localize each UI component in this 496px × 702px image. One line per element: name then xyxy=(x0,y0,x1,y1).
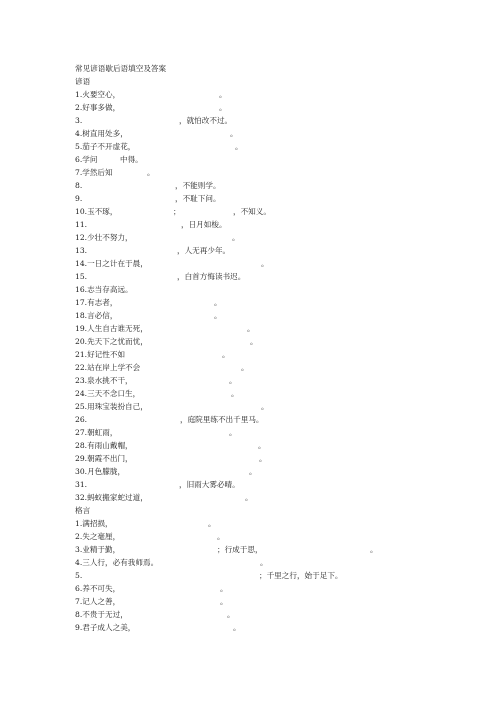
item-prompt-text: 28.有雨山戴帽， xyxy=(75,441,133,450)
item-continuation-text: 。 xyxy=(259,454,267,463)
fill-blank-item xyxy=(75,335,485,348)
item-continuation-text: ，白首方悔读书迟。 xyxy=(177,272,246,281)
item-prompt-text: 10.玉不琢， xyxy=(75,207,118,216)
fill-blank-item xyxy=(75,270,485,283)
item-prompt-text: 17.有志者， xyxy=(75,298,118,307)
item-prompt-text: 7.学然后知 xyxy=(75,168,113,177)
fill-blank-item xyxy=(75,114,485,127)
fill-blank-item xyxy=(75,205,485,218)
item-continuation-text: 。 xyxy=(258,441,266,450)
item-prompt-text: 9.君子成人之美， xyxy=(75,623,136,632)
item-continuation-text: 。 xyxy=(233,623,241,632)
item-prompt-text: 20.先天下之忧而忧， xyxy=(75,337,148,346)
item-prompt-text: 16.志当存高远。 xyxy=(75,285,133,294)
fill-blank-item xyxy=(75,244,485,257)
item-continuation-text: 。 xyxy=(147,168,155,177)
item-continuation-text: 。 xyxy=(219,103,227,112)
document-body xyxy=(75,75,485,634)
item-prompt-text: 15. xyxy=(75,272,88,281)
item-continuation-text: 。 xyxy=(214,298,222,307)
item-continuation-text: 。 xyxy=(260,558,268,567)
item-prompt-text: 31. xyxy=(75,480,88,489)
fill-blank-item xyxy=(75,608,485,621)
item-prompt-text: 3.业精于勤， xyxy=(75,545,121,554)
fill-blank-item xyxy=(75,543,485,556)
item-continuation-text: ，人无再少年。 xyxy=(177,246,231,255)
item-continuation-text: 。 xyxy=(249,467,257,476)
fill-blank-item xyxy=(75,361,485,374)
item-prompt-text: 1.满招损， xyxy=(75,519,113,528)
item-continuation-text: ，庭院里练不出千里马。 xyxy=(180,415,264,424)
fill-blank-item xyxy=(75,192,485,205)
item-continuation-text: 。 xyxy=(229,428,237,437)
fill-blank-item xyxy=(75,140,485,153)
item-continuation-text: 。 xyxy=(261,259,269,268)
fill-blank-item xyxy=(75,478,485,491)
item-continuation-text: 。 xyxy=(261,402,269,411)
item-continuation-text: 。 xyxy=(230,129,238,138)
item-continuation-text: 。 xyxy=(232,233,240,242)
item-prompt-text: 25.用珠宝装扮自己， xyxy=(75,402,148,411)
item-prompt-text: 19.人生自古谁无死， xyxy=(75,324,148,333)
fill-blank-item xyxy=(75,218,485,231)
item-prompt-text: 1.火要空心， xyxy=(75,90,121,99)
item-continuation-text: 。 xyxy=(229,376,237,385)
fill-blank-item xyxy=(75,179,485,192)
fill-blank-item xyxy=(75,166,485,179)
fill-blank-item xyxy=(75,101,485,114)
fill-blank-item xyxy=(75,621,485,634)
item-prompt-text: 24.三天不念口生， xyxy=(75,389,141,398)
item-continuation-text: 。 xyxy=(250,337,258,346)
fill-blank-item xyxy=(75,582,485,595)
fill-blank-item xyxy=(75,296,485,309)
item-prompt-text: 26. xyxy=(75,415,88,424)
item-continuation-text: ，就怕改不过。 xyxy=(179,116,233,125)
item-prompt-text: 6.养不可失， xyxy=(75,584,121,593)
fill-blank-item xyxy=(75,556,485,569)
item-continuation-text: 。 xyxy=(217,532,225,541)
fill-blank-item xyxy=(75,257,485,270)
item-prompt-text: 13. xyxy=(75,246,88,255)
fill-blank-item xyxy=(75,491,485,504)
item-continuation-text: ；行成于思， xyxy=(217,545,263,554)
section-heading: 谚语 xyxy=(75,77,91,86)
fill-blank-item xyxy=(75,374,485,387)
item-prompt-text: 2.失之毫厘， xyxy=(75,532,121,541)
fill-blank-item xyxy=(75,309,485,322)
document-page xyxy=(75,62,485,634)
fill-blank-item xyxy=(75,439,485,452)
fill-blank-item xyxy=(75,153,485,166)
fill-blank-item xyxy=(75,465,485,478)
item-continuation-text: 。 xyxy=(214,311,222,320)
item-continuation-text: ；千里之行，始于足下。 xyxy=(259,571,343,580)
item-continuation-text: 。 xyxy=(235,142,243,151)
item-continuation-text: 。 xyxy=(227,610,235,619)
item-prompt-text: 32.蚂蚁搬家蛇过道， xyxy=(75,493,148,502)
item-continuation-text: 。 xyxy=(241,363,249,372)
item-prompt-text: 18.言必信， xyxy=(75,311,118,320)
item-continuation-text: 。 xyxy=(220,597,228,606)
item-prompt-text: 2.好事多做， xyxy=(75,103,121,112)
item-prompt-text: 3. xyxy=(75,116,83,125)
fill-blank-item xyxy=(75,569,485,582)
item-prompt-text: 7.记人之善， xyxy=(75,597,121,606)
item-prompt-text: 12.少壮不努力， xyxy=(75,233,133,242)
fill-blank-item xyxy=(75,426,485,439)
item-continuation-text: 中得。 xyxy=(120,155,143,164)
fill-blank-item xyxy=(75,595,485,608)
item-prompt-text: 11. xyxy=(75,220,88,229)
document-title: 常见谚语歇后语填空及答案 xyxy=(75,64,167,73)
item-continuation-text: 。 xyxy=(245,493,253,502)
item-prompt-text: 22.站在岸上学不会 xyxy=(75,363,141,372)
item-continuation-text: 。 xyxy=(220,584,228,593)
item-prompt-text: 4.树直用处多， xyxy=(75,129,128,138)
fill-blank-item xyxy=(75,348,485,361)
item-prompt-text: 6.学问 xyxy=(75,155,98,164)
item-prompt-text: 21.好记性不如 xyxy=(75,350,126,359)
item-continuation-text: ，不知义。 xyxy=(233,207,271,216)
item-prompt-text: 5.茄子不开虚花， xyxy=(75,142,136,151)
item-continuation-text: 。 xyxy=(208,519,216,528)
item-continuation-text: 。 xyxy=(219,90,227,99)
fill-blank-item xyxy=(75,387,485,400)
item-continuation-text: 。 xyxy=(222,350,230,359)
item-prompt-text: 4.三人行，必有我师焉。 xyxy=(75,558,159,567)
item-continuation-text: ，不耻下问。 xyxy=(175,194,221,203)
item-continuation-text: ，日月如梭。 xyxy=(181,220,227,229)
item-continuation-text: ，不能则学。 xyxy=(175,181,221,190)
fill-blank-item xyxy=(75,517,485,530)
item-prompt-text: 27.朝虹雨， xyxy=(75,428,118,437)
item-continuation-text: 。 xyxy=(247,324,255,333)
item-continuation-text: 。 xyxy=(370,545,378,554)
fill-blank-item xyxy=(75,88,485,101)
fill-blank-item xyxy=(75,400,485,413)
item-continuation-text: ； xyxy=(173,207,181,216)
item-prompt-text: 8. xyxy=(75,181,83,190)
item-prompt-text: 23.泉水挑不干， xyxy=(75,376,133,385)
item-prompt-text: 8.不贵于无过， xyxy=(75,610,128,619)
fill-blank-item xyxy=(75,452,485,465)
fill-blank-item xyxy=(75,530,485,543)
item-prompt-text: 5. xyxy=(75,571,83,580)
item-continuation-text: ，旧雨大雾必晴。 xyxy=(179,480,240,489)
section-heading: 格言 xyxy=(75,506,91,515)
fill-blank-item xyxy=(75,127,485,140)
fill-blank-item xyxy=(75,231,485,244)
item-prompt-text: 14.一日之计在于晨， xyxy=(75,259,148,268)
fill-blank-item xyxy=(75,413,485,426)
item-continuation-text: 。 xyxy=(231,389,239,398)
fill-blank-item xyxy=(75,322,485,335)
item-prompt-text: 29.朝霞不出门， xyxy=(75,454,133,463)
item-prompt-text: 9. xyxy=(75,194,83,203)
fill-blank-item xyxy=(75,283,485,296)
item-prompt-text: 30.月色朦胧， xyxy=(75,467,126,476)
